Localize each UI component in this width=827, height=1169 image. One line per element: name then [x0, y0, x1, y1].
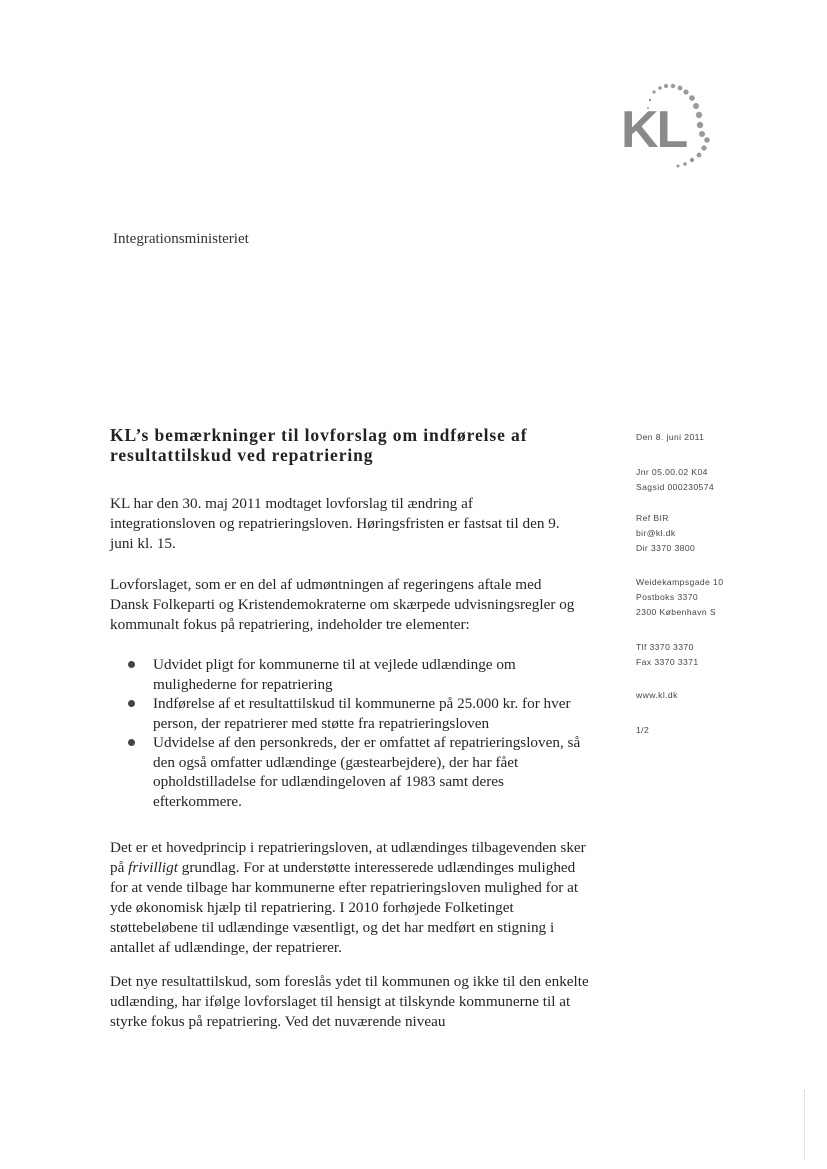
list-item — [126, 694, 596, 733]
paragraph-3 — [110, 838, 590, 958]
sidebar-web — [636, 688, 796, 703]
paragraph-4: Det nye resultattilskud, som foreslås ydet til kommunen og ikke til den enkelte udlænding, har ifølge lovforslaget til hensigt at tilskynde kommunerne til at styrke fokus på repatriering. Ved det nuværende niveau — [110, 973, 589, 1030]
fax-number: Fax 3370 3371 — [636, 657, 699, 667]
paragraph-3-end: grundlag. For at understøtte interesserede udlændinges mulighed for at vende tilbage har kommunerne efter repatrieringsloven mulighed for at yde økonomisk hjælp til repatriering. I 2010 forhøjede Folketinget støttebeløbene til udlændinge væsentligt, og det har medført en stigning i antallet af udlændinge, der repatrierer. — [110, 859, 579, 956]
street-address: Weidekampsgade 10 — [636, 577, 724, 587]
paragraph-3-start: Det er et hovedprincip i repatrieringsloven, at udlændinges tilbagevenden sker på — [110, 839, 586, 876]
bullet-icon — [128, 739, 135, 746]
list-item-text: Indførelse af et resultattilskud til kommunerne på 25.000 kr. for hver person, der repatrierer med støtte fra repatrieringsloven — [153, 695, 571, 732]
page-number: 1/2 — [636, 725, 650, 735]
postbox: Postboks 3370 — [636, 592, 699, 602]
kl-logo-text: KL — [621, 101, 687, 159]
bullet-icon — [128, 700, 135, 707]
sidebar-date — [636, 430, 796, 445]
paragraph-2: Lovforslaget, som er en del af udmøntningen af regeringens aftale med Dansk Folkeparti og Kristendemokraterne om skærpede udvisningsregler og kommunalt fokus på repatriering, indeholder tre elementer: — [110, 576, 575, 633]
recipient: Integrationsministeriet — [113, 231, 249, 247]
phone-number: Tlf 3370 3370 — [636, 642, 694, 652]
direct-phone: Dir 3370 3800 — [636, 543, 696, 553]
postal-city: 2300 København S — [636, 607, 716, 617]
date-text: Den 8. juni 2011 — [636, 432, 705, 442]
paragraph-1: KL har den 30. maj 2011 modtaget lovforslag til ændring af integrationsloven og repatrieringsloven. Høringsfristen er fastsat til den 9. juni kl. 15. — [110, 495, 560, 552]
sidebar-contact — [636, 511, 796, 556]
website: www.kl.dk — [636, 690, 678, 700]
list-item — [126, 733, 596, 811]
journal-number: Jnr 05.00.02 K04 — [636, 467, 708, 477]
case-id: Sagsid 000230574 — [636, 482, 715, 492]
sidebar-reference-numbers — [636, 465, 796, 495]
paragraph-3-emphasis: frivilligt — [128, 859, 178, 876]
sidebar-phone — [636, 640, 796, 670]
bullet-icon — [128, 661, 135, 668]
element-list — [126, 655, 596, 811]
sidebar-address — [636, 575, 796, 620]
list-item-text: Udvidet pligt for kommunerne til at vejlede udlændinge om mulighederne for repatriering — [153, 656, 516, 693]
ref-initials: Ref BIR — [636, 513, 669, 523]
contact-email: bir@kl.dk — [636, 528, 676, 538]
letter-title: KL’s bemærkninger til lovforslag om indførelse af resultattilskud ved repatriering — [110, 425, 528, 465]
scan-margin-mark — [804, 1090, 807, 1160]
list-item-text: Udvidelse af den personkreds, der er omfattet af repatrieringsloven, så den også omfatter udlændinge (gæstearbejdere), der har fået opholdstilladelse for udlændingeloven af 1983 samt deres efterkommere. — [153, 734, 581, 810]
sidebar-page — [636, 723, 796, 738]
list-item — [126, 655, 596, 694]
